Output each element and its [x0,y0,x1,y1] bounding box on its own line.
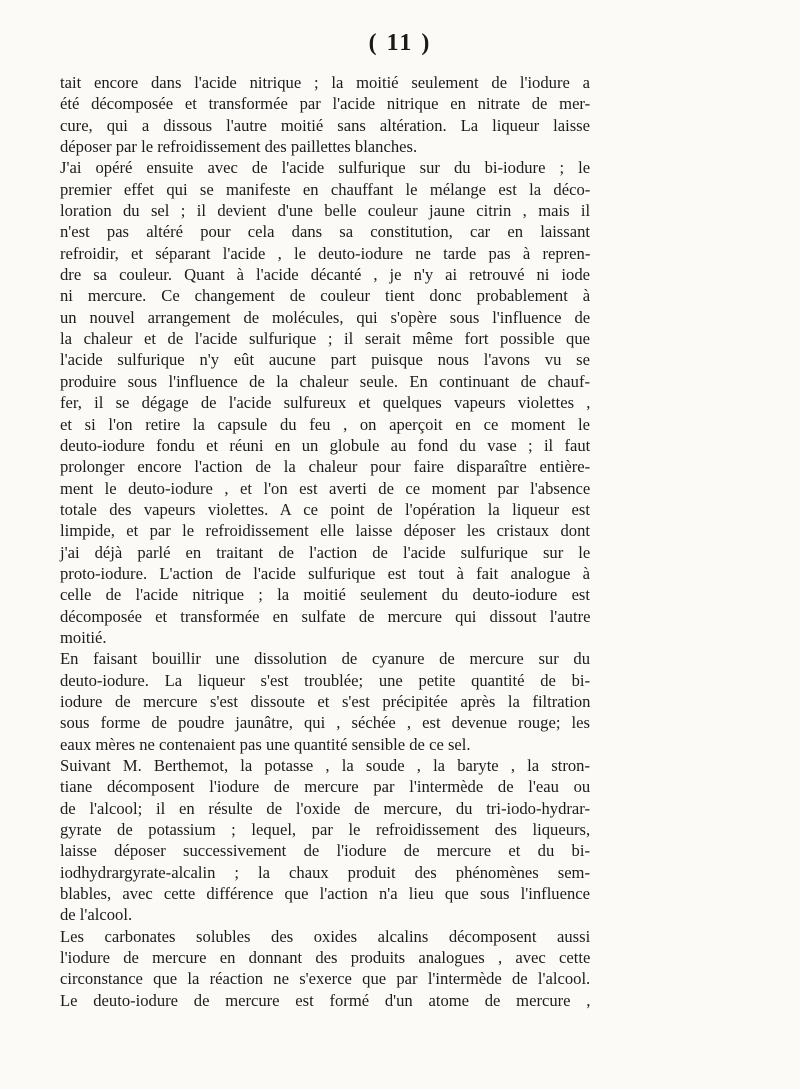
text-line: sous forme de poudre jaunâtre, qui , séchée , est devenue rouge; les [60,713,590,733]
text-line: deuto-iodure. La liqueur s'est troublée; une petite quantité de bi- [60,670,591,690]
text-line: été décomposée et transformée par l'acide nitrique en nitrate de mer- [60,94,591,114]
text-line: et si l'on retire la capsule du feu , on aperçoit en ce moment le [60,414,590,434]
text-line: Les carbonates solubles des oxides alcalins décomposent aussi [60,926,591,946]
body-text [60,72,590,1011]
text-line: iodhydrargyrate-alcalin ; la chaux produit des phénomènes sem- [60,862,590,882]
text-line: deuto-iodure fondu et réuni en un globule au fond du vase ; il faut [60,435,591,455]
text-line: prolonger encore l'action de la chaleur pour faire disparaître entière- [60,457,591,477]
text-line: fer, il se dégage de l'acide sulfureux et quelques vapeurs violettes , [60,393,591,413]
text-line: refroidir, et séparant l'acide , le deuto-iodure ne tarde pas à repren- [60,243,591,263]
text-line: tiane décomposent l'iodure de mercure par l'intermède de l'eau ou [60,777,591,797]
text-line: ment le deuto-iodure , et l'on est averti de ce moment par l'absence [60,478,591,498]
text-line: la chaleur et de l'acide sulfurique ; il serait même fort possible que [60,329,590,349]
text-line: iodure de mercure s'est dissoute et s'est précipitée après la filtration [60,691,591,711]
text-line: loration du sel ; il devient d'une belle couleur jaune citrin , mais il [60,201,591,221]
text-line: laisse déposer successivement de l'iodure de mercure et du bi- [60,841,590,861]
page-number: ( 11 ) [368,30,432,56]
text-line: cure, qui a dissous l'autre moitié sans altération. La liqueur laisse [60,115,590,135]
text-line: tait encore dans l'acide nitrique ; la moitié seulement de l'iodure a [60,73,590,92]
text-line: Suivant M. Berthemot, la potasse , la soude , la baryte , la stron- [60,756,590,775]
text-line: l'iodure de mercure en donnant des produits analogues , avec cette [60,948,591,968]
text-line: En faisant bouillir une dissolution de cyanure de mercure sur du [60,649,590,669]
text-line: dre sa couleur. Quant à l'acide décanté , je n'y ai retrouvé ni iode [60,265,590,285]
text-line: de l'alcool. [60,905,133,925]
text-line: eaux mères ne contenaient pas une quantité sensible de ce sel. [60,734,471,754]
text-line: totale des vapeurs violettes. A ce point de l'opération la liqueur est [60,499,590,519]
text-line: proto-iodure. L'action de l'acide sulfurique est tout à fait analogue à [60,563,590,583]
text-line: de l'alcool; il en résulte de l'oxide de mercure, du tri-iodo-hydrar- [60,798,590,818]
text-line: n'est pas altéré pour cela dans sa constitution, car en laissant [60,222,590,242]
text-line: déposer par le refroidissement des paillettes blanches. [60,137,418,157]
text-line: blables, avec cette différence que l'action n'a lieu que sous l'influence [60,884,590,904]
text-line: ni mercure. Ce changement de couleur tient donc probablement à [60,286,591,306]
text-line: celle de l'acide nitrique ; la moitié seulement du deuto-iodure est [60,585,590,605]
text-line: gyrate de potassium ; lequel, par le refroidissement des liqueurs, [60,820,591,840]
text-line: J'ai opéré ensuite avec de l'acide sulfurique sur du bi-iodure ; le [60,158,591,178]
text-line: limpide, et par le refroidissement elle laisse déposer les cristaux dont [60,521,590,541]
text-line: circonstance que la réaction ne s'exerce que par l'intermède de l'alcool. [60,969,591,989]
text-line: décomposée et transformée en sulfate de mercure qui dissout l'autre [60,606,591,626]
text-line: premier effet qui se manifeste en chauffant le mélange est la déco- [60,179,591,199]
text-line: moitié. [60,627,107,647]
text-line: produire sous l'influence de la chaleur seule. En continuant de chauf- [60,371,590,391]
text-line: un nouvel arrangement de molécules, qui s'opère sous l'influence de [60,307,591,327]
text-line: l'acide sulfurique n'y eût aucune part puisque nous l'avons vu se [60,350,590,370]
text-line: j'ai déjà parlé en traitant de l'action de l'acide sulfurique sur le [60,542,591,562]
text-line: Le deuto-iodure de mercure est formé d'un atome de mercure , [60,990,591,1010]
